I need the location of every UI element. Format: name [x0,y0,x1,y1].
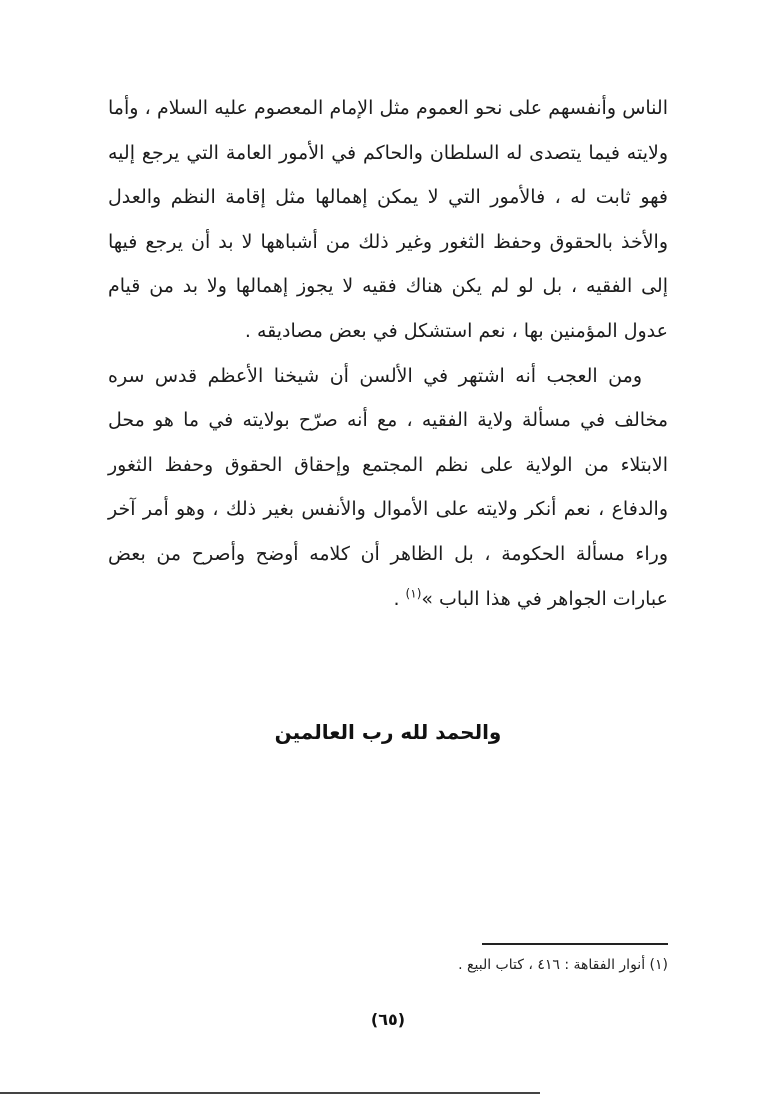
paragraph-2-end: . [393,587,406,610]
main-text [108,86,668,621]
footnote-marker[interactable]: (١) [405,586,422,601]
footnote-divider [482,943,668,945]
paragraph-2 [108,354,668,622]
closing-line: والحمد لله رب العالمين [274,720,502,744]
page-number: (٦٥) [370,1010,406,1029]
footnote: (١) أنوار الفقاهة : ٤١٦ ، كتاب البيع . [458,957,668,973]
scan-edge-line [0,1092,540,1094]
paragraph-1: الناس وأنفسهم على نحو العموم مثل الإمام المعصوم عليه السلام ، وأما ولايته فيما يتصدى له السلطان والحاكم في الأمور العامة التي يرجع إليه فهو ثابت له ، فالأمور التي لا يمكن إهمالها مثل إقامة النظم والعدل والأخذ بالحقوق وحفظ الثغور وغير ذلك من أشباهها لا بد أن يرجع فيها إلى الفقيه ، بل لو لم يكن هناك فقيه لا يجوز إهمالها ولا بد من قيام عدول المؤمنين بها ، نعم استشكل في بعض مصاديقه . [108,97,668,342]
paragraph-2-text: ومن العجب أنه اشتهر في الألسن أن شيخنا الأعظم قدس سره مخالف في مسألة ولاية الفقيه ، مع أنه صرّح بولايته في ما هو محل الابتلاء من الولاية على نظم المجتمع وإحقاق الحقوق وحفظ الثغور والدفاع ، نعم أنكر ولايته على الأموال والأنفس بغير ذلك ، وهو أمر آخر وراء مسألة الحكومة ، بل الظاهر أن كلامه أوضح وأصرح من بعض عبارات الجواهر في هذا الباب » [108,364,668,610]
